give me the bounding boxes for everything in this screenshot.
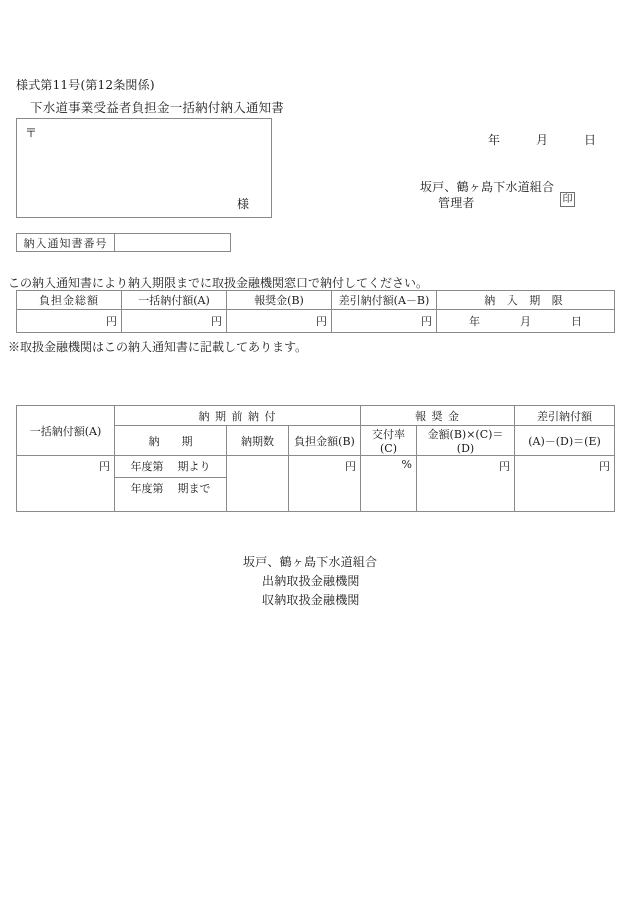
- period-to-suffix: 期まで: [177, 482, 211, 495]
- header-period: 納 期: [115, 426, 227, 456]
- deadline-day: 日: [571, 315, 582, 328]
- form-code-label: 様式第11号(第12条関係): [16, 78, 155, 92]
- instruction-text: この納入通知書により納入期限までに取扱金融機関窓口で納付してください。: [8, 276, 429, 290]
- table-row: [17, 234, 231, 252]
- notice-number-input[interactable]: [115, 234, 231, 252]
- cell-lump-sum[interactable]: 円: [122, 310, 227, 333]
- deadline-year: 年: [469, 315, 480, 328]
- header-burden-amount-b: 負担金額(B): [289, 426, 361, 456]
- table-header-row: [17, 291, 615, 310]
- note-text: ※取扱金融機関はこの納入通知書に記載してあります。: [8, 340, 308, 354]
- cell-net-payment[interactable]: 円: [332, 310, 437, 333]
- header-payment-deadline: 納 入 期 限: [437, 291, 615, 310]
- cell-period-from[interactable]: [115, 456, 227, 478]
- table-row: [17, 456, 615, 478]
- prepayment-table: [16, 405, 615, 512]
- table-header-row-group: [17, 406, 615, 426]
- header-reward-amount-d: 金額(B)×(C)＝(D): [417, 426, 515, 456]
- notice-number-table: [16, 233, 231, 252]
- footer-collection-institution: 収納取扱金融機関: [262, 593, 360, 607]
- issuer-organization: 坂戸、鶴ヶ島下水道組合: [420, 180, 555, 194]
- cell-burden-amount-b[interactable]: 円: [289, 456, 361, 512]
- seal-stamp-box[interactable]: 印: [560, 192, 575, 207]
- notice-number-label: 納入通知書番号: [17, 234, 115, 252]
- cell-payment-deadline[interactable]: [437, 310, 615, 333]
- addressee-box[interactable]: [16, 118, 272, 218]
- header-reward: 報奨金(B): [227, 291, 332, 310]
- document-title: 下水道事業受益者負担金一括納付納入通知書: [30, 100, 285, 115]
- header-reward-group: 報 奨 金: [361, 406, 515, 426]
- cell-lump-sum-a[interactable]: 円: [17, 456, 115, 512]
- period-from-suffix: 期より: [177, 460, 211, 473]
- issue-date-month: 月: [536, 133, 549, 147]
- header-lump-sum-a: 一括納付額(A): [17, 406, 115, 456]
- cell-total-burden[interactable]: 円: [17, 310, 122, 333]
- period-to-prefix: 年度第: [130, 482, 164, 495]
- issue-date-line[interactable]: [488, 131, 596, 148]
- header-prepayment-group: 納 期 前 納 付: [115, 406, 361, 426]
- issue-date-day: 日: [584, 133, 597, 147]
- addressee-honorific: 様: [236, 197, 249, 211]
- cell-period-to[interactable]: [115, 478, 227, 512]
- header-net-payment-group: 差引納付額: [515, 406, 615, 426]
- header-period-count: 納期数: [227, 426, 289, 456]
- footer-disbursement-institution: 出納取扱金融機関: [262, 574, 360, 588]
- cell-grant-rate-c[interactable]: %: [361, 456, 417, 512]
- issuer-role: 管理者: [438, 196, 475, 210]
- header-grant-rate-c: 交付率(C): [361, 426, 417, 456]
- table-row: [17, 310, 615, 333]
- header-total-burden: 負担金総額: [17, 291, 122, 310]
- footer-organization: 坂戸、鶴ヶ島下水道組合: [243, 555, 378, 569]
- header-net-payment: 差引納付額(A－B): [332, 291, 437, 310]
- cell-reward[interactable]: 円: [227, 310, 332, 333]
- summary-table: [16, 290, 615, 333]
- deadline-month: 月: [520, 315, 531, 328]
- cell-reward-amount-d[interactable]: 円: [417, 456, 515, 512]
- cell-period-count[interactable]: [227, 456, 289, 512]
- issue-date-year: 年: [488, 133, 501, 147]
- header-lump-sum: 一括納付額(A): [122, 291, 227, 310]
- postal-code-mark: 〒: [25, 126, 38, 140]
- period-from-prefix: 年度第: [130, 460, 164, 473]
- cell-net-amount-e[interactable]: 円: [515, 456, 615, 512]
- header-net-amount-e: (A)－(D)＝(E): [515, 426, 615, 456]
